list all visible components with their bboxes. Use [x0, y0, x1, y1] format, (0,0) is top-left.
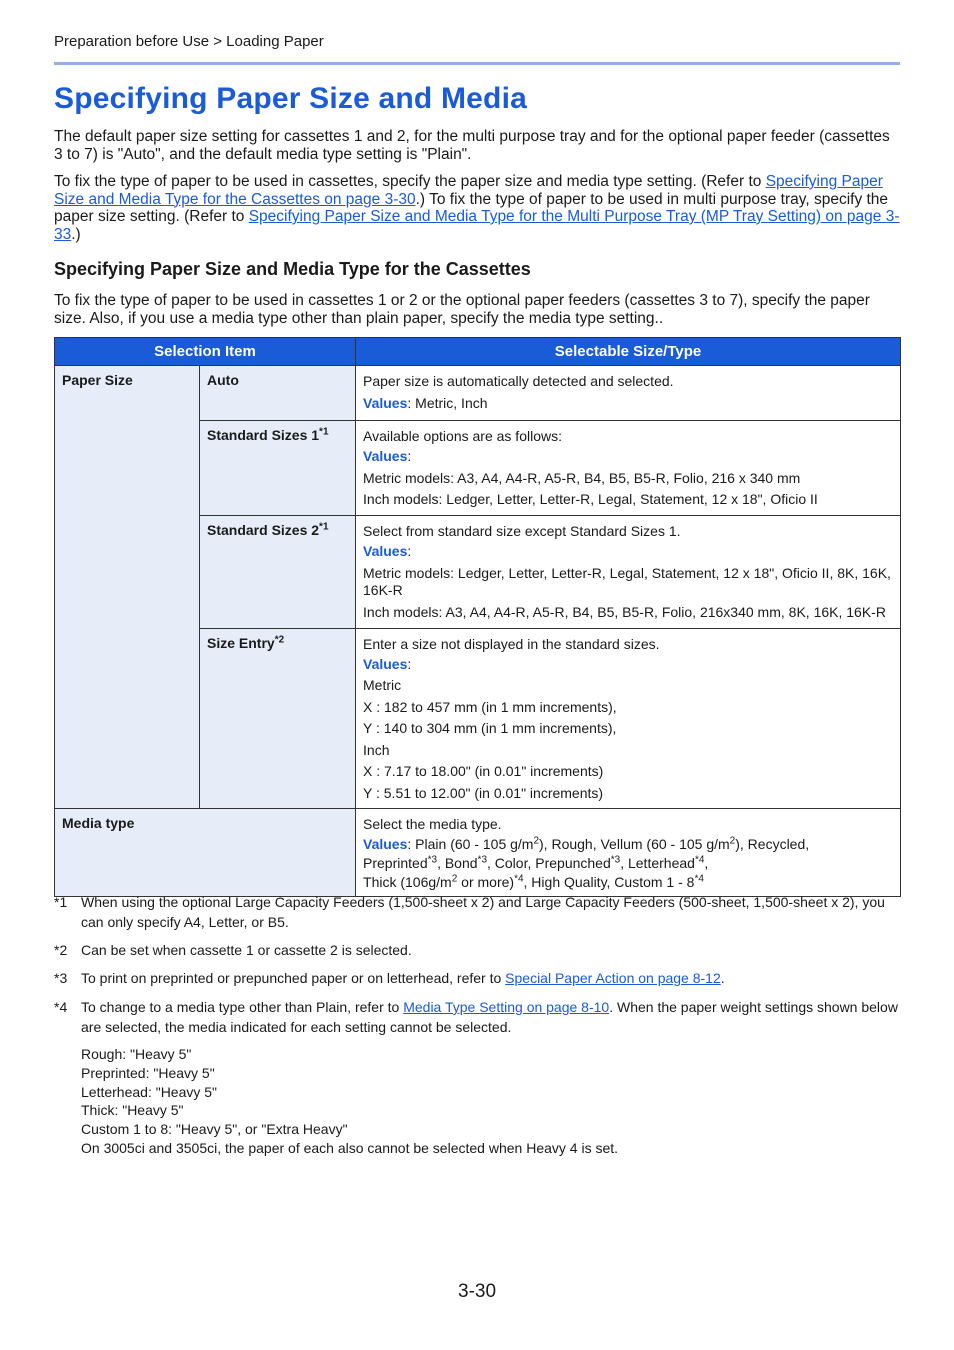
- footnote-ref: *4: [694, 854, 705, 866]
- footnote-ref: *4: [514, 873, 524, 885]
- footnote-marker: *1: [54, 894, 68, 910]
- media-text: , Bond: [437, 855, 478, 871]
- entry-inch: Inch: [363, 741, 390, 758]
- std1-description: Available options are as follows:: [363, 428, 562, 444]
- std2-description: Select from standard size except Standard Sizes 1.: [363, 522, 681, 539]
- breadcrumb: Preparation before Use > Loading Paper: [54, 33, 324, 50]
- footnote-marker: *2: [54, 942, 68, 958]
- section-paragraph: To fix the type of paper to be used in cassettes 1 or 2 or the optional paper feeders (cassettes 3 to 7), specify the paper size. Also, if you use a media type other than plain paper, specify the media type setting..: [54, 292, 870, 327]
- media-text: : Plain (60 - 105 g/m: [407, 836, 534, 852]
- cell-media-type: [356, 809, 901, 897]
- reference-paragraph: [54, 173, 900, 243]
- cell-auto-desc: [356, 366, 901, 421]
- settings-table: [54, 337, 901, 897]
- footnote-ref: *1: [319, 426, 329, 438]
- std1-metric: Metric models: A3, A4, A4-R, A5-R, B4, B5, B5-R, Folio, 216 x 340 mm: [363, 469, 801, 486]
- superscript: 2: [729, 835, 736, 847]
- list-item: Preprinted: "Heavy 5": [81, 1064, 215, 1081]
- row-label-paper-size: Paper Size: [55, 366, 200, 809]
- footnote-marker: *4: [54, 999, 68, 1015]
- table-row: [55, 366, 901, 421]
- footnote-text: When using the optional Large Capacity Feeders (1,500-sheet x 2) and Large Capacity Feeders (500-sheet, 1,500-sheet x 2), you can only specify A4, Letter, or B5.: [81, 894, 885, 930]
- row-label-auto: Auto: [200, 366, 356, 421]
- footnote-text: Can be set when cassette 1 or cassette 2 is selected.: [81, 942, 412, 958]
- footnote-ref: *1: [319, 520, 329, 532]
- entry-metric: Metric: [363, 677, 402, 693]
- media-description: Select the media type.: [363, 816, 502, 832]
- entry-inch-y: Y : 5.51 to 12.00" (in 0.01" increments): [363, 784, 604, 801]
- entry-metric-x: X : 182 to 457 mm (in 1 mm increments),: [363, 698, 617, 715]
- standard-sizes-2-label: Standard Sizes 2: [207, 521, 320, 538]
- media-text: , Color, Prepunched: [487, 855, 611, 871]
- reference-text-3: .): [71, 225, 81, 243]
- media-text: , Letterhead: [620, 855, 695, 871]
- row-label-standard-sizes-1: [200, 421, 356, 516]
- table-row: [55, 809, 901, 897]
- list-item: Rough: "Heavy 5": [81, 1046, 192, 1062]
- link-mp-tray-setting[interactable]: Specifying Paper Size and Media Type for the Multi Purpose Tray (MP Tray Setting) on page 3-33: [54, 208, 900, 243]
- footnote-ref: *3: [610, 854, 621, 866]
- reference-text-2: .) To fix the type of paper to be used in multi purpose tray, specify the paper size setting. (Refer to: [54, 190, 889, 225]
- footnote-ref: *4: [694, 873, 704, 885]
- footnote-text: [81, 969, 900, 989]
- footnote-text-part: To change to a media type other than Plain, refer to: [81, 999, 404, 1015]
- header-selection-item: Selection Item: [55, 338, 356, 366]
- entry-description: Enter a size not displayed in the standard sizes.: [363, 635, 660, 652]
- row-label-media-type: Media type: [55, 809, 356, 897]
- table-header-row: [55, 338, 901, 366]
- cell-standard-sizes-2: [356, 515, 901, 628]
- list-item: On 3005ci and 3505ci, the paper of each also cannot be selected when Heavy 4 is set.: [81, 1139, 619, 1156]
- values-label: Values: [363, 395, 408, 411]
- list-item: Custom 1 to 8: "Heavy 5", or "Extra Heavy": [81, 1121, 348, 1138]
- superscript: 2: [533, 835, 540, 847]
- footnote-ref: *3: [427, 854, 438, 866]
- media-text: ), Rough, Vellum (60 - 105 g/m: [539, 836, 730, 852]
- values-label: Values: [363, 836, 408, 852]
- auto-description: Paper size is automatically detected and selected.: [363, 373, 674, 389]
- link-special-paper-action[interactable]: Special Paper Action on page 8-12: [505, 970, 721, 986]
- values-colon: :: [407, 448, 412, 464]
- row-label-standard-sizes-2: [200, 515, 356, 628]
- std2-values: [363, 541, 893, 563]
- media-text: ), Recycled,: [735, 836, 810, 852]
- footnote-marker: *3: [54, 970, 68, 986]
- intro-paragraph: The default paper size setting for cassettes 1 and 2, for the multi purpose tray and for the optional paper feeder (cassettes 3 to 7) is "Auto", and the default media type setting is "Plain".: [54, 128, 890, 163]
- heavy-settings-list: [81, 1045, 618, 1158]
- auto-values: [363, 391, 893, 416]
- header-rule: [54, 62, 900, 65]
- footnote-4: [54, 998, 900, 1037]
- section-heading: Specifying Paper Size and Media Type for the Cassettes: [54, 259, 531, 279]
- superscript: 2: [451, 873, 458, 885]
- footnote-text: [81, 998, 900, 1037]
- footnote-text-part: .: [720, 970, 725, 986]
- std1-inch: Inch models: Ledger, Letter, Letter-R, Legal, Statement, 12 x 18", Oficio II: [363, 491, 818, 507]
- footnote-text-part: . When the paper weight settings shown below are selected, the media indicated for each setting cannot be selected.: [81, 999, 898, 1035]
- footnote-text-part: To print on preprinted or prepunched paper or on letterhead, refer to: [81, 970, 506, 986]
- list-item: Thick: "Heavy 5": [81, 1102, 184, 1119]
- values-colon: :: [407, 542, 412, 559]
- media-text: ,: [704, 855, 709, 871]
- values-label: Values: [363, 448, 408, 464]
- media-values-line-2: [363, 854, 893, 873]
- entry-values: [363, 654, 893, 676]
- row-label-size-entry: [200, 628, 356, 809]
- page-number: 3-30: [458, 1281, 497, 1302]
- footnote-2: [54, 941, 900, 961]
- link-media-type-setting[interactable]: Media Type Setting on page 8-10: [403, 999, 610, 1015]
- media-text: Thick (106g/m: [363, 874, 452, 890]
- std2-metric: Metric models: Ledger, Letter, Letter-R, Legal, Statement, 12 x 18", Oficio II, 8K, 16K, 16K-R: [363, 565, 891, 598]
- std2-inch: Inch models: A3, A4, A4-R, A5-R, B4, B5, B5-R, Folio, 216x340 mm, 8K, 16K, 16K-R: [363, 604, 886, 620]
- cell-standard-sizes-1: [356, 421, 901, 516]
- size-entry-label: Size Entry: [207, 634, 275, 651]
- values-label: Values: [363, 542, 408, 559]
- link-cassettes-setting[interactable]: Specifying Paper Size and Media Type for the Cassettes on page 3-30: [54, 173, 883, 208]
- reference-text-1: To fix the type of paper to be used in cassettes, specify the paper size and media type setting. (Refer to: [54, 173, 766, 190]
- footnote-ref: *2: [274, 633, 285, 645]
- header-selectable-size-type: Selectable Size/Type: [356, 338, 901, 366]
- media-text: , High Quality, Custom 1 - 8: [523, 874, 695, 890]
- list-item: Letterhead: "Heavy 5": [81, 1083, 218, 1100]
- media-text: or more): [457, 874, 515, 890]
- page-title: Specifying Paper Size and Media: [54, 82, 528, 115]
- standard-sizes-1-label: Standard Sizes 1: [207, 427, 320, 443]
- footnote-ref: *3: [477, 854, 487, 866]
- footnote-1: [54, 893, 900, 932]
- std1-values: [363, 446, 893, 468]
- media-text: Preprinted: [363, 855, 428, 871]
- media-values-line-3: [363, 873, 893, 892]
- values-colon: :: [407, 655, 412, 672]
- auto-values-text: : Metric, Inch: [407, 395, 488, 411]
- media-values-line-1: [363, 834, 893, 854]
- cell-size-entry: [356, 628, 901, 809]
- values-label: Values: [363, 655, 408, 672]
- entry-metric-y: Y : 140 to 304 mm (in 1 mm increments),: [363, 720, 617, 736]
- entry-inch-x: X : 7.17 to 18.00" (in 0.01" increments): [363, 763, 604, 779]
- footnote-3: [54, 969, 900, 989]
